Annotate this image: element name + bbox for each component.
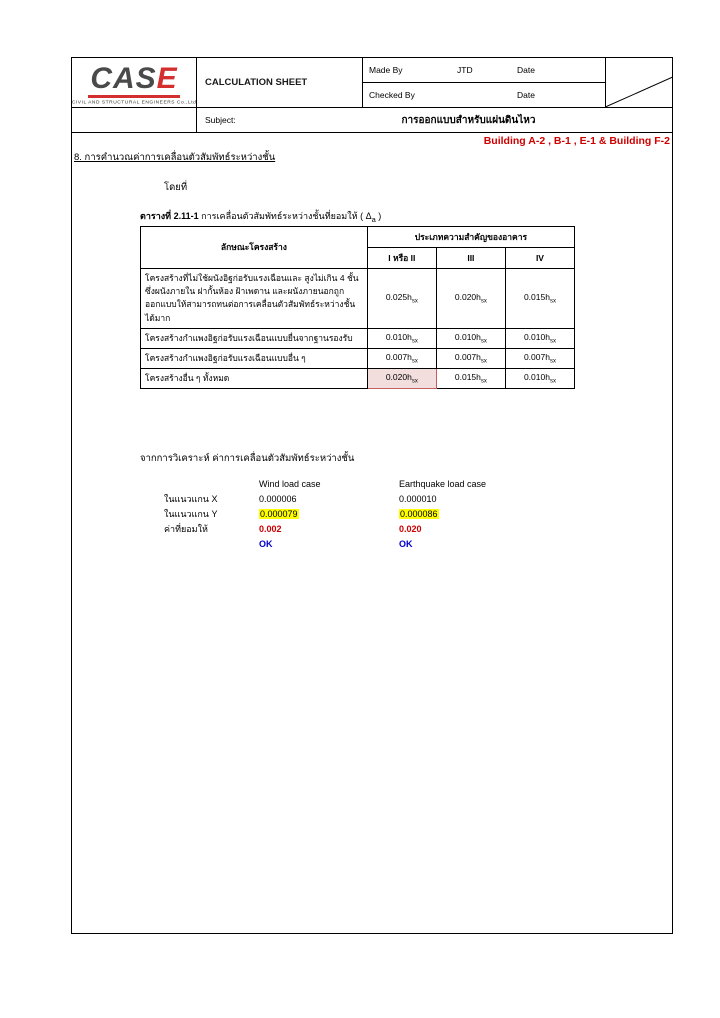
cell-subscript: sx: [480, 378, 487, 385]
result-earthquake-value: [399, 494, 539, 504]
row-structure-label: โครงสร้างอื่น ๆ ทั้งหมด: [141, 369, 368, 389]
value-text: 0.000010: [399, 493, 437, 504]
table-caption-number: ตารางที่ 2.11-1: [140, 211, 199, 221]
results-header-row: [164, 476, 539, 491]
table-row: [141, 369, 575, 389]
results-heading: จากการวิเคราะห์ ค่าการเคลื่อนตัวสัมพัทธ์ระหว่างชั้น: [140, 453, 355, 464]
result-label: ในแนวแกน X: [164, 493, 218, 504]
date-label-1: Date: [517, 65, 535, 75]
sheet-header: [72, 58, 672, 133]
row-value-cell: [505, 328, 574, 348]
cell-value: 0.025h: [385, 292, 412, 302]
result-wind-value: [259, 509, 399, 519]
cell-value: 0.015h: [454, 372, 481, 383]
value-text-limit: 0.002: [259, 523, 282, 534]
row-value-cell: [436, 328, 505, 348]
row-structure-label: โครงสร้างกำแพงอิฐก่อรับแรงเฉือนแบบยื่นจากฐานรองรับ: [141, 328, 368, 348]
logo-underline-bar: [88, 95, 180, 98]
value-text-highlighted: 0.000086: [400, 508, 438, 519]
where-label: โดยที่: [164, 182, 188, 193]
results-grid: [164, 476, 539, 551]
row-value-cell: [367, 348, 436, 368]
made-by-value: JTD: [457, 65, 473, 75]
diagonal-line: [606, 61, 672, 107]
table-caption: [140, 209, 381, 224]
row-value-cell: [367, 269, 436, 329]
cell-value: 0.010h: [385, 331, 412, 342]
checked-by-row: [363, 83, 605, 107]
table-header-row-1: [141, 227, 575, 248]
row-value-cell-highlighted: [367, 369, 436, 389]
result-row: [164, 536, 539, 551]
row-value-cell: [436, 369, 505, 389]
header-structure-type: ลักษณะโครงสร้าง: [141, 227, 368, 269]
header-occupancy-group: ประเภทความสำคัญของอาคาร: [367, 227, 574, 248]
value-text-highlighted: 0.000079: [260, 508, 298, 519]
cell-subscript: sx: [411, 298, 418, 305]
cell-subscript: sx: [411, 338, 418, 345]
value-text: 0.000006: [259, 493, 297, 504]
wind-load-header: Wind load case: [259, 478, 321, 489]
cell-value: 0.007h: [385, 352, 412, 363]
logo-subtitle: CIVIL AND STRUCTURAL ENGINEERS Co.,Ltd: [71, 98, 197, 105]
cell-subscript: sx: [549, 358, 556, 365]
cell-value: 0.010h: [454, 331, 481, 342]
header-subject-row: [72, 108, 672, 132]
logo-wordmark: [90, 61, 178, 95]
cell-subscript: sx: [411, 378, 418, 385]
cell-value: 0.007h: [523, 352, 550, 363]
cell-subscript: sx: [411, 358, 418, 365]
cell-value: 0.015h: [523, 292, 550, 302]
subject-label: Subject:: [205, 115, 236, 125]
status-badge: OK: [399, 538, 413, 549]
subject-area: [197, 108, 672, 132]
row-value-cell: [367, 328, 436, 348]
calculation-sheet-title: CALCULATION SHEET: [197, 58, 363, 107]
row-structure-label: โครงสร้างที่ไม่ใช้ผนังอิฐก่อรับแรงเฉือนและ สูงไม่เกิน 4 ชั้น ซึ่งผนังภายใน ฝากั้นห้อง ฝ้าเพดาน และผนังภายนอกถูกออกแบบให้สามารถทนต่อการเคลื่อนตัวสัมพัทธ์ระหว่างชั้นได้มาก: [141, 269, 368, 329]
cell-subscript: sx: [549, 338, 556, 345]
table-row: [141, 328, 575, 348]
result-row: [164, 506, 539, 521]
header-top-row: [72, 58, 672, 108]
cell-subscript: sx: [549, 298, 556, 305]
cell-subscript: sx: [480, 338, 487, 345]
cell-subscript: sx: [480, 298, 487, 305]
header-category-3: IV: [505, 248, 574, 269]
made-by-row: [363, 58, 605, 83]
result-label: ในแนวแกน Y: [164, 508, 218, 519]
table-row: [141, 269, 575, 329]
row-structure-label: โครงสร้างกำแพงอิฐก่อรับแรงเฉือนแบบอื่น ๆ: [141, 348, 368, 368]
value-text-limit: 0.020: [399, 523, 422, 534]
calculation-sheet-page: [71, 57, 673, 934]
table-caption-subscript: a: [371, 214, 376, 224]
logo-text: CAS: [90, 61, 157, 95]
earthquake-load-header: Earthquake load case: [399, 478, 487, 489]
made-by-label: Made By: [369, 65, 403, 75]
cell-subscript: sx: [549, 378, 556, 385]
row-value-cell: [505, 269, 574, 329]
table-caption-end: ): [375, 211, 382, 221]
result-wind-status: [259, 539, 399, 549]
cell-value: 0.020h: [385, 372, 412, 383]
header-category-2: III: [436, 248, 505, 269]
cell-subscript: sx: [480, 358, 487, 365]
result-wind-value: [259, 524, 399, 534]
result-row: [164, 521, 539, 536]
header-category-1: I หรือ II: [367, 248, 436, 269]
status-badge: OK: [259, 538, 273, 549]
table-caption-text: การเคลื่อนตัวสัมพัทธ์ระหว่างชั้นที่ยอมให้ ( Δ: [198, 211, 372, 221]
checked-by-label: Checked By: [369, 90, 415, 100]
cell-value: 0.007h: [454, 352, 481, 363]
result-earthquake-value: [399, 524, 539, 534]
drift-limits-table: [140, 226, 575, 389]
cell-value: 0.010h: [523, 372, 550, 383]
result-earthquake-value: [399, 509, 539, 519]
subject-title: การออกแบบสำหรับแผ่นดินไหว: [401, 114, 536, 126]
date-label-2: Date: [517, 90, 535, 100]
section-heading: 8. การคำนวณค่าการเคลื่อนตัวสัมพัทธ์ระหว่างชั้น: [74, 152, 276, 163]
result-label: ค่าที่ยอมให้: [164, 523, 208, 534]
result-earthquake-status: [399, 539, 539, 549]
logo-accent-letter: E: [156, 61, 178, 95]
row-value-cell: [505, 348, 574, 368]
header-signoff-block: [363, 58, 606, 107]
table-row: [141, 348, 575, 368]
header-sheet-number-box: [606, 58, 672, 107]
result-row: [164, 491, 539, 506]
row-value-cell: [436, 269, 505, 329]
row-value-cell: [505, 369, 574, 389]
cell-value: 0.010h: [523, 331, 550, 342]
building-identifier: Building A-2 , B-1 , E-1 & Building F-2: [483, 135, 670, 147]
result-wind-value: [259, 494, 399, 504]
row-value-cell: [436, 348, 505, 368]
subject-left-spacer: [72, 108, 197, 132]
company-logo: [72, 58, 197, 107]
cell-value: 0.020h: [454, 292, 481, 302]
